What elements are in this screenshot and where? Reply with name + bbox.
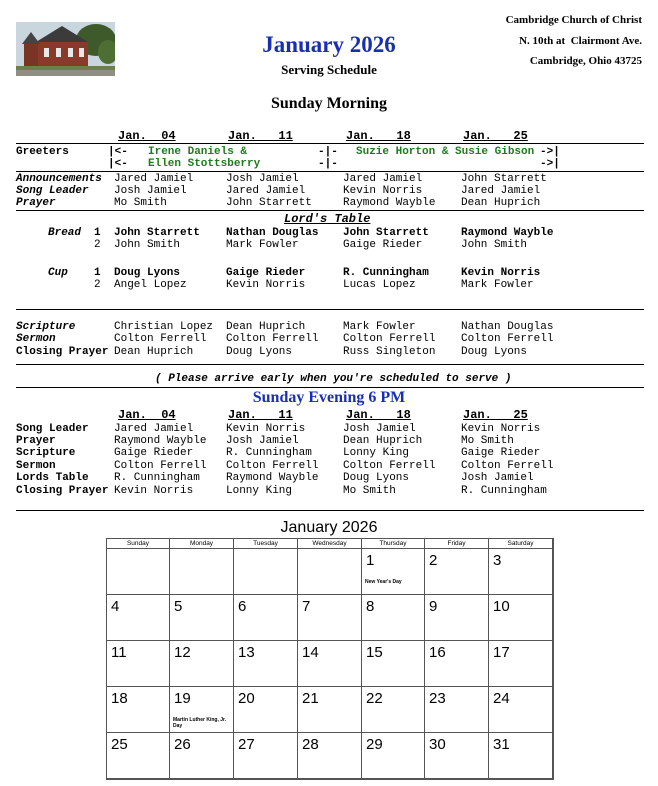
calendar-day-number: 7	[302, 598, 311, 615]
calendar-day-cell[interactable]	[362, 641, 425, 687]
assignee: Colton Ferrell	[226, 333, 319, 345]
holiday-note: Martin Luther King, Jr. Day	[173, 717, 227, 729]
assignee: Raymond Wayble	[226, 472, 319, 484]
assignee: Mo Smith	[114, 197, 167, 209]
calendar-day-cell[interactable]	[425, 641, 489, 687]
assignee: Gaige Rieder	[114, 447, 194, 459]
church-name: Cambridge Church of Christ	[505, 14, 642, 26]
calendar-day-number: 12	[174, 644, 191, 661]
cup-server-number: 1	[94, 267, 101, 279]
calendar-day-cell[interactable]	[234, 549, 298, 595]
calendar-day-cell[interactable]	[234, 641, 298, 687]
assignee: Raymond Wayble	[343, 197, 436, 209]
weekday-header: Wednesday	[298, 539, 362, 549]
calendar-day-number: 26	[174, 736, 191, 753]
calendar-day-number: 25	[111, 736, 128, 753]
calendar-day-cell[interactable]	[425, 687, 489, 733]
calendar-day-cell[interactable]	[489, 733, 553, 779]
assignee: Mark Fowler	[226, 239, 299, 251]
calendar-day-cell[interactable]	[425, 595, 489, 641]
assignee: John Starrett	[461, 173, 547, 185]
assignee: Josh Jamiel	[114, 185, 187, 197]
role-label: Closing Prayer	[16, 485, 109, 497]
church-photo	[16, 22, 115, 76]
assignee: Colton Ferrell	[226, 460, 319, 472]
assignee: R. Cunningham	[114, 472, 200, 484]
divider	[16, 364, 644, 365]
assignee: Gaige Rieder	[343, 239, 423, 251]
divider	[16, 387, 644, 388]
greeters-name: Ellen Stottsberry	[148, 158, 261, 170]
calendar-day-cell[interactable]	[489, 549, 553, 595]
greeters-name: Suzie Horton & Susie Gibson	[356, 146, 535, 158]
evening-date-2: Jan. 11	[228, 408, 293, 422]
greeters-separator: -|-	[318, 146, 338, 158]
calendar-day-number: 31	[493, 736, 510, 753]
assignee: Kevin Norris	[226, 279, 306, 291]
calendar-day-cell[interactable]	[489, 595, 553, 641]
calendar-day-number: 20	[238, 690, 255, 707]
sunday-morning-heading: Sunday Morning	[270, 95, 388, 112]
calendar-day-cell[interactable]	[170, 687, 234, 733]
assignee: Mark Fowler	[343, 321, 416, 333]
assignee: Colton Ferrell	[114, 333, 207, 345]
page-title: January 2026	[262, 32, 396, 57]
role-label: Announcements	[16, 173, 102, 185]
assignee: Dean Huprich	[114, 346, 194, 358]
role-label: Scripture	[16, 321, 76, 333]
weekday-header: Saturday	[489, 539, 553, 549]
assignee: Dean Huprich	[343, 435, 423, 447]
assignee: Doug Lyons	[461, 346, 528, 358]
assignee: John Starrett	[343, 227, 429, 239]
calendar-day-number: 13	[238, 644, 255, 661]
calendar-day-cell[interactable]	[170, 641, 234, 687]
assignee: Kevin Norris	[226, 423, 306, 435]
assignee: Raymond Wayble	[114, 435, 207, 447]
assignee: John Starrett	[114, 227, 200, 239]
divider	[16, 510, 644, 511]
calendar-day-number: 21	[302, 690, 319, 707]
calendar-day-cell[interactable]	[425, 733, 489, 779]
calendar-day-number: 2	[429, 552, 438, 569]
evening-date-3: Jan. 18	[346, 408, 411, 422]
assignee: Lucas Lopez	[343, 279, 416, 291]
assignee: Lonny King	[226, 485, 293, 497]
assignee: Kevin Norris	[461, 423, 541, 435]
calendar-day-cell[interactable]	[298, 595, 362, 641]
calendar-day-cell[interactable]	[489, 641, 553, 687]
calendar-day-number: 11	[111, 644, 127, 661]
church-address-line2: Cambridge, Ohio 43725	[529, 55, 642, 67]
calendar-day-cell[interactable]	[170, 733, 234, 779]
morning-date-4: Jan. 25	[463, 129, 528, 143]
evening-date-4: Jan. 25	[463, 408, 528, 422]
assignee: Doug Lyons	[114, 267, 181, 279]
greeters-name: Irene Daniels &	[148, 146, 248, 158]
role-label: Song Leader	[16, 185, 89, 197]
assignee: Mo Smith	[461, 435, 514, 447]
assignee: Colton Ferrell	[114, 460, 207, 472]
sunday-evening-heading: Sunday Evening 6 PM	[252, 389, 406, 406]
cup-label: Cup	[48, 267, 68, 279]
assignee: Nathan Douglas	[226, 227, 319, 239]
assignee: Colton Ferrell	[343, 460, 436, 472]
assignee: Kevin Norris	[461, 267, 541, 279]
holiday-note: New Year's Day	[365, 579, 402, 585]
calendar-day-cell[interactable]	[362, 687, 425, 733]
weekday-header: Tuesday	[234, 539, 298, 549]
calendar-day-cell[interactable]	[234, 595, 298, 641]
greeters-arrow-left: |<-	[108, 146, 128, 158]
assignee: Colton Ferrell	[343, 333, 436, 345]
calendar-day-cell[interactable]	[234, 687, 298, 733]
calendar-day-number: 6	[238, 598, 247, 615]
calendar-day-cell[interactable]	[298, 549, 362, 595]
calendar-day-number: 5	[174, 598, 183, 615]
assignee: Josh Jamiel	[461, 472, 534, 484]
morning-date-1: Jan. 04	[118, 129, 176, 143]
calendar-grid	[106, 538, 554, 780]
calendar-day-number: 29	[366, 736, 383, 753]
bread-server-number: 1	[94, 227, 101, 239]
calendar-day-cell[interactable]	[298, 687, 362, 733]
calendar-day-number: 3	[493, 552, 502, 569]
assignee: Colton Ferrell	[461, 460, 554, 472]
assignee: Jared Jamiel	[114, 423, 194, 435]
calendar-day-number: 28	[302, 736, 319, 753]
calendar-day-number: 4	[111, 598, 120, 615]
assignee: John Starrett	[226, 197, 312, 209]
calendar-day-cell[interactable]	[107, 549, 170, 595]
divider	[16, 309, 644, 310]
weekday-header: Monday	[170, 539, 234, 549]
divider	[16, 143, 644, 144]
role-label: Sermon	[16, 460, 56, 472]
calendar-day-number: 19	[174, 690, 191, 707]
assignee: Gaige Rieder	[226, 267, 306, 279]
calendar-day-number: 1	[366, 552, 375, 569]
bread-label: Bread	[48, 227, 82, 239]
assignee: Josh Jamiel	[226, 173, 299, 185]
calendar-day-cell[interactable]	[234, 733, 298, 779]
calendar-day-number: 30	[429, 736, 446, 753]
calendar-day-cell[interactable]	[107, 687, 170, 733]
calendar-day-number: 24	[493, 690, 510, 707]
role-label: Prayer	[16, 197, 56, 209]
calendar-day-number: 14	[302, 644, 319, 661]
assignee: Mark Fowler	[461, 279, 534, 291]
assignee: R. Cunningham	[343, 267, 429, 279]
calendar-day-cell[interactable]	[425, 549, 489, 595]
assignee: Jared Jamiel	[226, 185, 306, 197]
assignee: Lonny King	[343, 447, 410, 459]
role-label: Sermon	[16, 333, 56, 345]
assignee: Doug Lyons	[343, 472, 410, 484]
cup-server-number: 2	[94, 279, 101, 291]
assignee: Kevin Norris	[114, 485, 194, 497]
assignee: Colton Ferrell	[461, 333, 554, 345]
calendar-day-number: 8	[366, 598, 375, 615]
calendar-day-cell[interactable]	[107, 595, 170, 641]
assignee: R. Cunningham	[226, 447, 312, 459]
assignee: Doug Lyons	[226, 346, 293, 358]
assignee: Josh Jamiel	[343, 423, 416, 435]
calendar-day-cell[interactable]	[298, 733, 362, 779]
calendar-day-cell[interactable]	[170, 549, 234, 595]
church-address-line1: N. 10th at Clairmont Ave.	[519, 35, 642, 47]
assignee: Angel Lopez	[114, 279, 187, 291]
greeters-arrow-left: |<-	[108, 158, 128, 170]
assignee: Jared Jamiel	[343, 173, 423, 185]
assignee: John Smith	[114, 239, 181, 251]
calendar-day-number: 18	[111, 690, 128, 707]
assignee: Josh Jamiel	[226, 435, 299, 447]
assignee: Dean Huprich	[461, 197, 541, 209]
assignee: Nathan Douglas	[461, 321, 554, 333]
assignee: Gaige Rieder	[461, 447, 541, 459]
calendar-day-number: 10	[493, 598, 510, 615]
calendar-day-cell[interactable]	[489, 687, 553, 733]
calendar-day-cell[interactable]	[107, 641, 170, 687]
calendar-day-number: 23	[429, 690, 446, 707]
calendar-day-number: 17	[493, 644, 510, 661]
calendar-day-number: 9	[429, 598, 438, 615]
role-label: Closing Prayer	[16, 346, 109, 358]
weekday-header: Thursday	[362, 539, 425, 549]
calendar-day-cell[interactable]	[170, 595, 234, 641]
role-label: Lords Table	[16, 472, 89, 484]
greeters-arrow-right: ->|	[540, 146, 560, 158]
role-label: Song Leader	[16, 423, 89, 435]
divider	[16, 171, 644, 172]
page-subtitle: Serving Schedule	[281, 62, 377, 77]
calendar-day-number: 27	[238, 736, 255, 753]
assignee: Russ Singleton	[343, 346, 436, 358]
greeters-arrow-right: ->|	[540, 158, 560, 170]
assignee: Mo Smith	[343, 485, 396, 497]
assignee: Dean Huprich	[226, 321, 306, 333]
calendar-day-cell[interactable]	[107, 733, 170, 779]
calendar-day-cell[interactable]	[362, 733, 425, 779]
assignee: Jared Jamiel	[114, 173, 194, 185]
weekday-header: Friday	[425, 539, 489, 549]
calendar-title: January 2026	[280, 519, 378, 536]
morning-date-3: Jan. 18	[346, 129, 411, 143]
bread-server-number: 2	[94, 239, 101, 251]
role-label: Prayer	[16, 435, 56, 447]
divider	[16, 210, 644, 211]
weekday-header: Sunday	[107, 539, 170, 549]
assignee: R. Cunningham	[461, 485, 547, 497]
lords-table-heading: Lord's Table	[284, 212, 371, 226]
assignee: Kevin Norris	[343, 185, 423, 197]
calendar-day-number: 15	[366, 644, 383, 661]
morning-date-2: Jan. 11	[228, 129, 293, 143]
calendar-day-number: 16	[429, 644, 446, 661]
role-label: Scripture	[16, 447, 76, 459]
calendar-day-number: 22	[366, 690, 383, 707]
calendar-day-cell[interactable]	[298, 641, 362, 687]
greeters-separator: -|-	[318, 158, 338, 170]
assignee: Raymond Wayble	[461, 227, 554, 239]
assignee: Jared Jamiel	[461, 185, 541, 197]
greeters-label: Greeters	[16, 146, 69, 158]
assignee: Christian Lopez	[114, 321, 214, 333]
arrival-notice: ( Please arrive early when you're scheduled to serve )	[155, 373, 512, 385]
evening-date-1: Jan. 04	[118, 408, 176, 422]
calendar-day-cell[interactable]	[362, 595, 425, 641]
calendar-day-cell[interactable]	[362, 549, 425, 595]
assignee: John Smith	[461, 239, 528, 251]
